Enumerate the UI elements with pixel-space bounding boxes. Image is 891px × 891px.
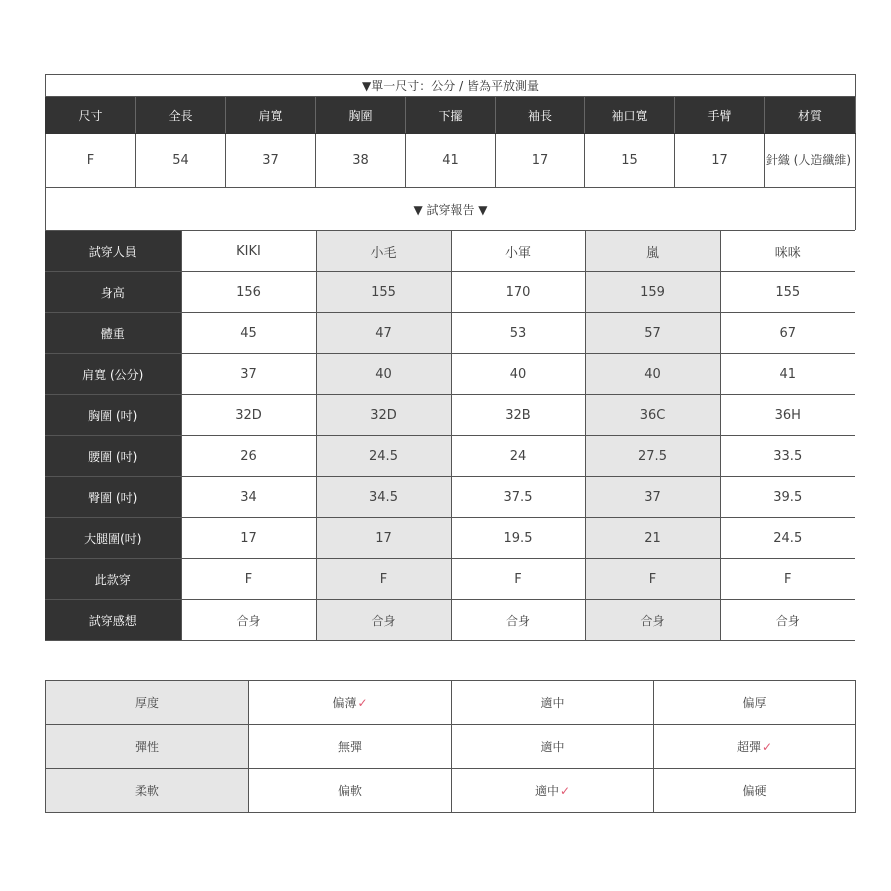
size-value: 37	[226, 134, 316, 188]
tester-value: 32B	[451, 395, 585, 436]
fabric-feel-option-text: 偏薄	[332, 696, 357, 710]
tester-value: 24.5	[720, 518, 855, 559]
try-on-row-label: 臀圍 (吋)	[45, 477, 181, 518]
tester-value: F	[316, 559, 451, 600]
fabric-feel-option-text: 超彈	[736, 740, 761, 754]
fabric-feel-option	[249, 769, 452, 813]
tester-value: 155	[720, 272, 855, 313]
tester-value: 合身	[316, 600, 451, 641]
tester-value: 合身	[720, 600, 855, 641]
fabric-feel-body	[46, 681, 856, 813]
fabric-feel-option-text: 偏硬	[742, 784, 767, 798]
tester-value: F	[181, 559, 316, 600]
tester-value: 17	[316, 518, 451, 559]
tester-name: 小軍	[451, 231, 585, 272]
try-on-row-label: 腰圍 (吋)	[45, 436, 181, 477]
tester-name: 小毛	[316, 231, 451, 272]
tester-value: F	[720, 559, 855, 600]
tester-value: 21	[585, 518, 720, 559]
tester-value: 47	[316, 313, 451, 354]
fabric-feel-label: 柔軟	[46, 769, 249, 813]
tester-value: 26	[181, 436, 316, 477]
size-header: 手臂	[675, 97, 765, 134]
size-value: 54	[136, 134, 226, 188]
try-on-row-label: 試穿感想	[45, 600, 181, 641]
tester-value: 170	[451, 272, 585, 313]
tester-value: F	[451, 559, 585, 600]
tester-value: 155	[316, 272, 451, 313]
tester-value: 32D	[316, 395, 451, 436]
size-header: 肩寬	[226, 97, 316, 134]
tester-value: 67	[720, 313, 855, 354]
try-on-row	[45, 272, 855, 313]
tester-value: 159	[585, 272, 720, 313]
size-value: 15	[585, 134, 675, 188]
tester-value: 57	[585, 313, 720, 354]
size-table-caption: ▼單一尺寸：公分 / 皆為平放測量	[46, 75, 856, 97]
fabric-feel-option	[249, 725, 452, 769]
tester-name: 嵐	[585, 231, 720, 272]
size-value: 38	[316, 134, 406, 188]
tester-name: 咪咪	[720, 231, 855, 272]
try-on-row	[45, 395, 855, 436]
tester-value: 17	[181, 518, 316, 559]
size-table	[45, 74, 856, 230]
fabric-feel-option	[452, 725, 654, 769]
try-on-row	[45, 231, 855, 272]
fabric-feel-option	[452, 769, 654, 813]
fabric-feel-row	[46, 725, 856, 769]
size-value: 17	[496, 134, 585, 188]
size-header: 全長	[136, 97, 226, 134]
tester-value: 19.5	[451, 518, 585, 559]
tester-value: 37	[585, 477, 720, 518]
size-value: 41	[406, 134, 496, 188]
tester-value: F	[585, 559, 720, 600]
try-on-row	[45, 477, 855, 518]
try-on-table	[45, 230, 855, 641]
try-on-row	[45, 436, 855, 477]
tester-value: 33.5	[720, 436, 855, 477]
tester-value: 27.5	[585, 436, 720, 477]
size-header: 袖口寬	[585, 97, 675, 134]
tester-value: 156	[181, 272, 316, 313]
tester-name: KIKI	[181, 231, 316, 272]
check-mark-icon: ✓	[559, 784, 571, 798]
tester-value: 40	[316, 354, 451, 395]
fabric-feel-option	[654, 769, 856, 813]
fabric-feel-row	[46, 681, 856, 725]
fabric-feel-label: 彈性	[46, 725, 249, 769]
fabric-feel-option-text: 適中	[534, 784, 559, 798]
tester-value: 37	[181, 354, 316, 395]
tester-value: 37.5	[451, 477, 585, 518]
fabric-feel-row	[46, 769, 856, 813]
tester-value: 合身	[181, 600, 316, 641]
size-header: 袖長	[496, 97, 585, 134]
fabric-feel-option	[452, 681, 654, 725]
size-value: F	[46, 134, 136, 188]
tester-value: 24.5	[316, 436, 451, 477]
tester-value: 41	[720, 354, 855, 395]
try-on-row-label: 肩寬 (公分)	[45, 354, 181, 395]
check-mark-icon: ✓	[761, 740, 773, 754]
tester-value: 40	[451, 354, 585, 395]
try-on-row	[45, 354, 855, 395]
tester-value: 40	[585, 354, 720, 395]
check-mark-icon: ✓	[357, 696, 368, 710]
try-on-row-label: 此款穿	[45, 559, 181, 600]
tester-value: 39.5	[720, 477, 855, 518]
fabric-feel-option-text: 偏軟	[337, 784, 362, 798]
try-on-row-label: 體重	[45, 313, 181, 354]
fabric-feel-option	[654, 681, 856, 725]
try-on-row	[45, 518, 855, 559]
fabric-feel-option-text: 適中	[540, 696, 565, 710]
fabric-feel-option-text: 適中	[540, 740, 565, 754]
size-header: 尺寸	[46, 97, 136, 134]
report-title: ▼ 試穿報告 ▼	[46, 188, 856, 231]
try-on-row	[45, 559, 855, 600]
try-on-row-label: 身高	[45, 272, 181, 313]
tester-value: 36H	[720, 395, 855, 436]
tester-value: 45	[181, 313, 316, 354]
fabric-feel-option-text: 偏厚	[742, 696, 767, 710]
size-header: 下擺	[406, 97, 496, 134]
fabric-feel-option	[249, 681, 452, 725]
tester-value: 32D	[181, 395, 316, 436]
size-header: 胸圍	[316, 97, 406, 134]
try-on-row	[45, 313, 855, 354]
try-on-row-label: 大腿圍(吋)	[45, 518, 181, 559]
try-on-row	[45, 600, 855, 641]
try-on-row-label: 胸圍 (吋)	[45, 395, 181, 436]
fabric-feel-option	[654, 725, 856, 769]
tester-value: 53	[451, 313, 585, 354]
fabric-feel-option-text: 無彈	[337, 740, 362, 754]
fabric-feel-table	[45, 680, 856, 813]
tester-value: 合身	[451, 600, 585, 641]
try-on-row-label: 試穿人員	[45, 231, 181, 272]
tester-value: 24	[451, 436, 585, 477]
tester-value: 合身	[585, 600, 720, 641]
size-value: 17	[675, 134, 765, 188]
try-on-body	[45, 231, 855, 641]
fabric-feel-label: 厚度	[46, 681, 249, 725]
tester-value: 36C	[585, 395, 720, 436]
size-header: 材質	[765, 97, 856, 134]
tester-value: 34.5	[316, 477, 451, 518]
tester-value: 34	[181, 477, 316, 518]
material-value: 針織 (人造纖維)	[765, 134, 856, 188]
